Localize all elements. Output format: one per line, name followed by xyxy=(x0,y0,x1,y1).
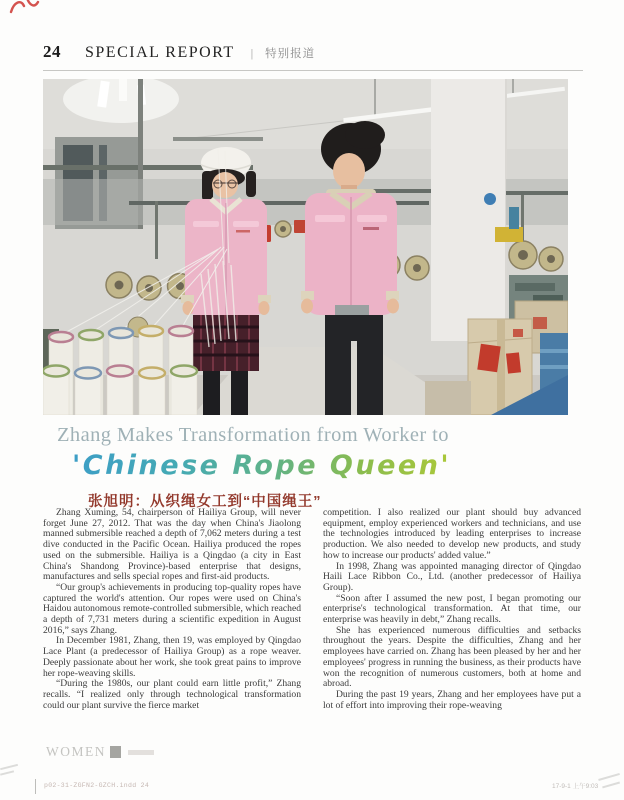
crop-mark xyxy=(0,770,14,775)
face xyxy=(333,153,365,189)
article-column-left xyxy=(43,508,301,736)
print-filename: p02-31-ZGFN2-GZCH.indd 24 xyxy=(44,782,150,789)
paragraph: During the past 19 years, Zhang and her employees have put a lot of effort into improving their rope-weaving xyxy=(323,688,581,711)
magazine-logo xyxy=(46,744,154,760)
section-title: SPECIAL REPORT xyxy=(85,44,235,61)
article-title-line1: Zhang Makes Transformation from Worker to xyxy=(57,424,449,446)
article-column-right xyxy=(323,508,581,736)
factory-photo xyxy=(43,79,568,415)
header-divider: | xyxy=(250,46,254,60)
magazine-logo-cn-block xyxy=(110,746,121,758)
crop-mark xyxy=(598,773,620,781)
article-title-chinese: 张旭明：从织绳女工到“中国绳王” xyxy=(88,494,322,510)
yarn-bobbins xyxy=(43,326,197,415)
magazine-logo-subtext xyxy=(128,750,154,755)
paragraph: “During the 1980s, our plant could earn little profit,” Zhang recalls. “I realized only through technological transformation could our plant survive the fierce market xyxy=(43,678,301,711)
paragraph: “Our group's achievements in producing top-quality ropes have captured the world's attention. Our ropes were used on China's Haidou autonomous remote-controlled submersible, which reached a depth of 7,731 meters during a scientific expedition in August 2016,” says Zhang. xyxy=(43,581,301,636)
article-body xyxy=(43,508,581,736)
photo-pillar xyxy=(431,79,507,341)
header-rule xyxy=(43,70,583,71)
page-number: 24 xyxy=(43,42,61,61)
face xyxy=(212,172,238,198)
paragraph: competition. I also realized our plant should buy advanced equipment, employ experienced workers and technicians, and use the technologies introduced by leading enterprises to increase production. We also needed to develop new products, and study how to increase our products' added value.” xyxy=(323,508,581,561)
magazine-logo-text: WOMEN xyxy=(46,744,106,759)
paragraph: In 1998, Zhang was appointed managing director of Qingdao Haili Lace Ribbon Co., Ltd. (another predecessor of Hailiya Group). xyxy=(323,560,581,593)
page-header xyxy=(43,42,581,62)
paragraph: She has experienced numerous difficulties and setbacks throughout the years. Despite the difficulties, Zhang and her employees have carried on. Zhang has been pleased by her and her employees' progress in running the business, as their products have won the recognition of numerous customers, both at home and abroad. xyxy=(323,624,581,690)
plaid-skirt xyxy=(193,315,259,371)
paragraph: Zhang Xuming, 54, chairperson of Hailiya Group, will never forget June 27, 2012. That was the day when China's Jiaolong manned submersible reached a depth of 7,062 meters during a test dive conducted in the Pacific Ocean. Hailiya produced the ropes used on the submersible. Hailiya is a Qingdao (a city in East China's Shandong Province)-based enterprise that designs, manufactures and sells special ropes and first-aid products. xyxy=(43,508,301,583)
paragraph: In December 1981, Zhang, then 19, was employed by Qingdao Lace Plant (a predecessor of Hailiya Group) as a rope weaver. Deeply passionate about her work, she took great pains to improve her rope-weaving skills. xyxy=(43,635,301,679)
section-title-chinese: 特别报道 xyxy=(265,48,316,60)
paragraph: “Soon after I assumed the new post, I began promoting our enterprise's technological transformation. At that time, our enterprise was heavily in debt,” Zhang recalls. xyxy=(323,592,581,626)
crop-mark xyxy=(0,764,18,770)
print-timestamp: 17-9-1 上午9:03 xyxy=(552,783,599,790)
print-crop-bar xyxy=(35,779,36,794)
red-proof-mark xyxy=(8,0,42,15)
article-title-line2: 'Chinese Rope Queen' xyxy=(72,450,452,481)
article-title-block xyxy=(57,424,577,511)
crop-mark xyxy=(602,782,620,788)
